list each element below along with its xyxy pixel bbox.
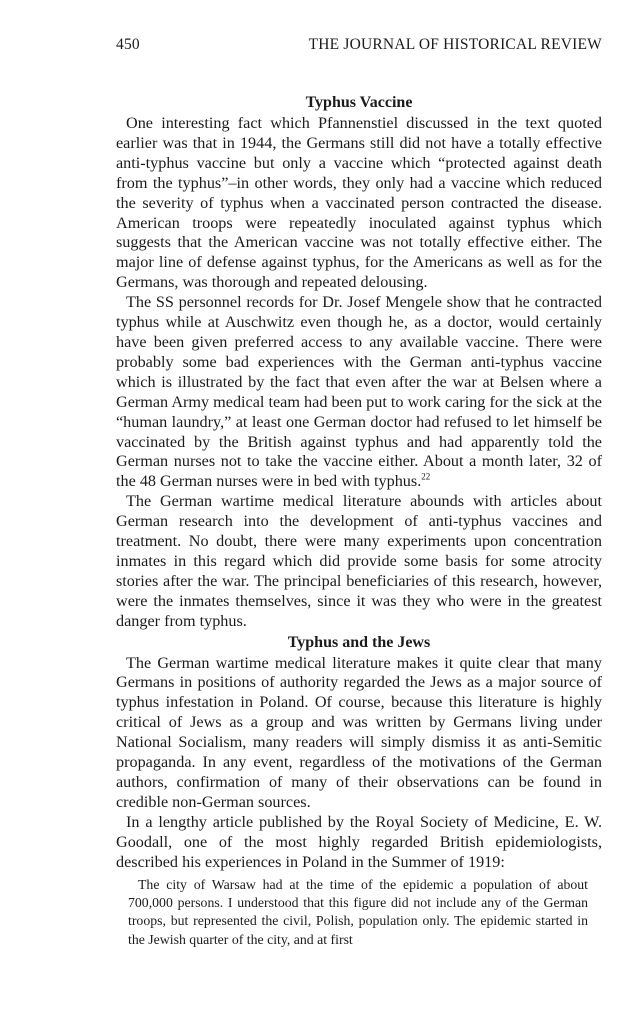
- footnote-marker: 22: [421, 471, 431, 482]
- section-heading-typhus-vaccine: Typhus Vaccine: [305, 94, 413, 111]
- paragraph: The German wartime medical literature abounds with articles about German research into the development of anti-typhus vaccines and treatment. No doubt, there were many experiments upon concentration inmates in this regard which did provide some basis for some atrocity stories after the war. The principal beneficiaries of this research, however, were the inmates themselves, since it was they who were in the greatest danger from typhus.: [116, 492, 602, 630]
- block-quote: [128, 876, 588, 950]
- page-number: 450: [116, 36, 140, 53]
- quote-text: The city of Warsaw had at the time of the epidemic a population of about 700,000 persons. I understood that this figure did not include any of the German troops, but represented the civil, Polish, population only. The epidemic started in the Jewish quarter of the city, and at first: [128, 876, 588, 947]
- paragraph: In a lengthy article published by the Royal Society of Medicine, E. W. Goodall, one of the most highly regarded British epidemiologists, described his experiences in Poland in the Summer of 1919:: [116, 812, 602, 871]
- paragraph: One interesting fact which Pfannenstiel discussed in the text quoted earlier was that in 1944, the Germans still did not have a totally effective anti-typhus vaccine but only a vaccine which “protected against death from the typhus”–in other words, they only had a vaccine which reduced the severity of typhus when a vaccinated person contracted the disease. American troops were repeatedly inoculated against typhus which suggests that the American vaccine was not totally effective either. The major line of defense against typhus, for the Americans as well as for the Germans, was thorough and repeated delousing.: [116, 114, 602, 292]
- page-header: [116, 36, 602, 58]
- section-heading-typhus-and-the-jews: Typhus and the Jews: [287, 633, 431, 651]
- paragraph-text: The SS personnel records for Dr. Josef Mengele show that he contracted typhus while at Auschwitz even though he, as a doctor, would certainly have been given preferred access to any available vaccine. There were probably some bad experiences with the German anti-typhus vaccine which is illustrated by the fact that even after the war at Belsen where a German Army medical team had been put to work caring for the sick at the “human laundry,” at least one German doctor had refused to let himself be vaccinated by the British against typhus and had apparently told the German nurses not to take the vaccine either. About a month later, 32 of the 48 German nurses were in bed with typhus.: [116, 293, 602, 491]
- paragraph: The German wartime medical literature makes it quite clear that many Germans in positions of authority regarded the Jews as a major source of typhus infestation in Poland. Of course, because this literature is highly critical of Jews as a group and was written by Germans living under National Socialism, many readers will simply dismiss it as anti-Semitic propaganda. In any event, regardless of the motivations of the German authors, confirmation of many of their observations can be found in credible non-German sources.: [116, 653, 602, 811]
- paragraph: [116, 293, 602, 492]
- article-body: [116, 92, 602, 949]
- running-title: THE JOURNAL OF HISTORICAL REVIEW: [308, 36, 602, 53]
